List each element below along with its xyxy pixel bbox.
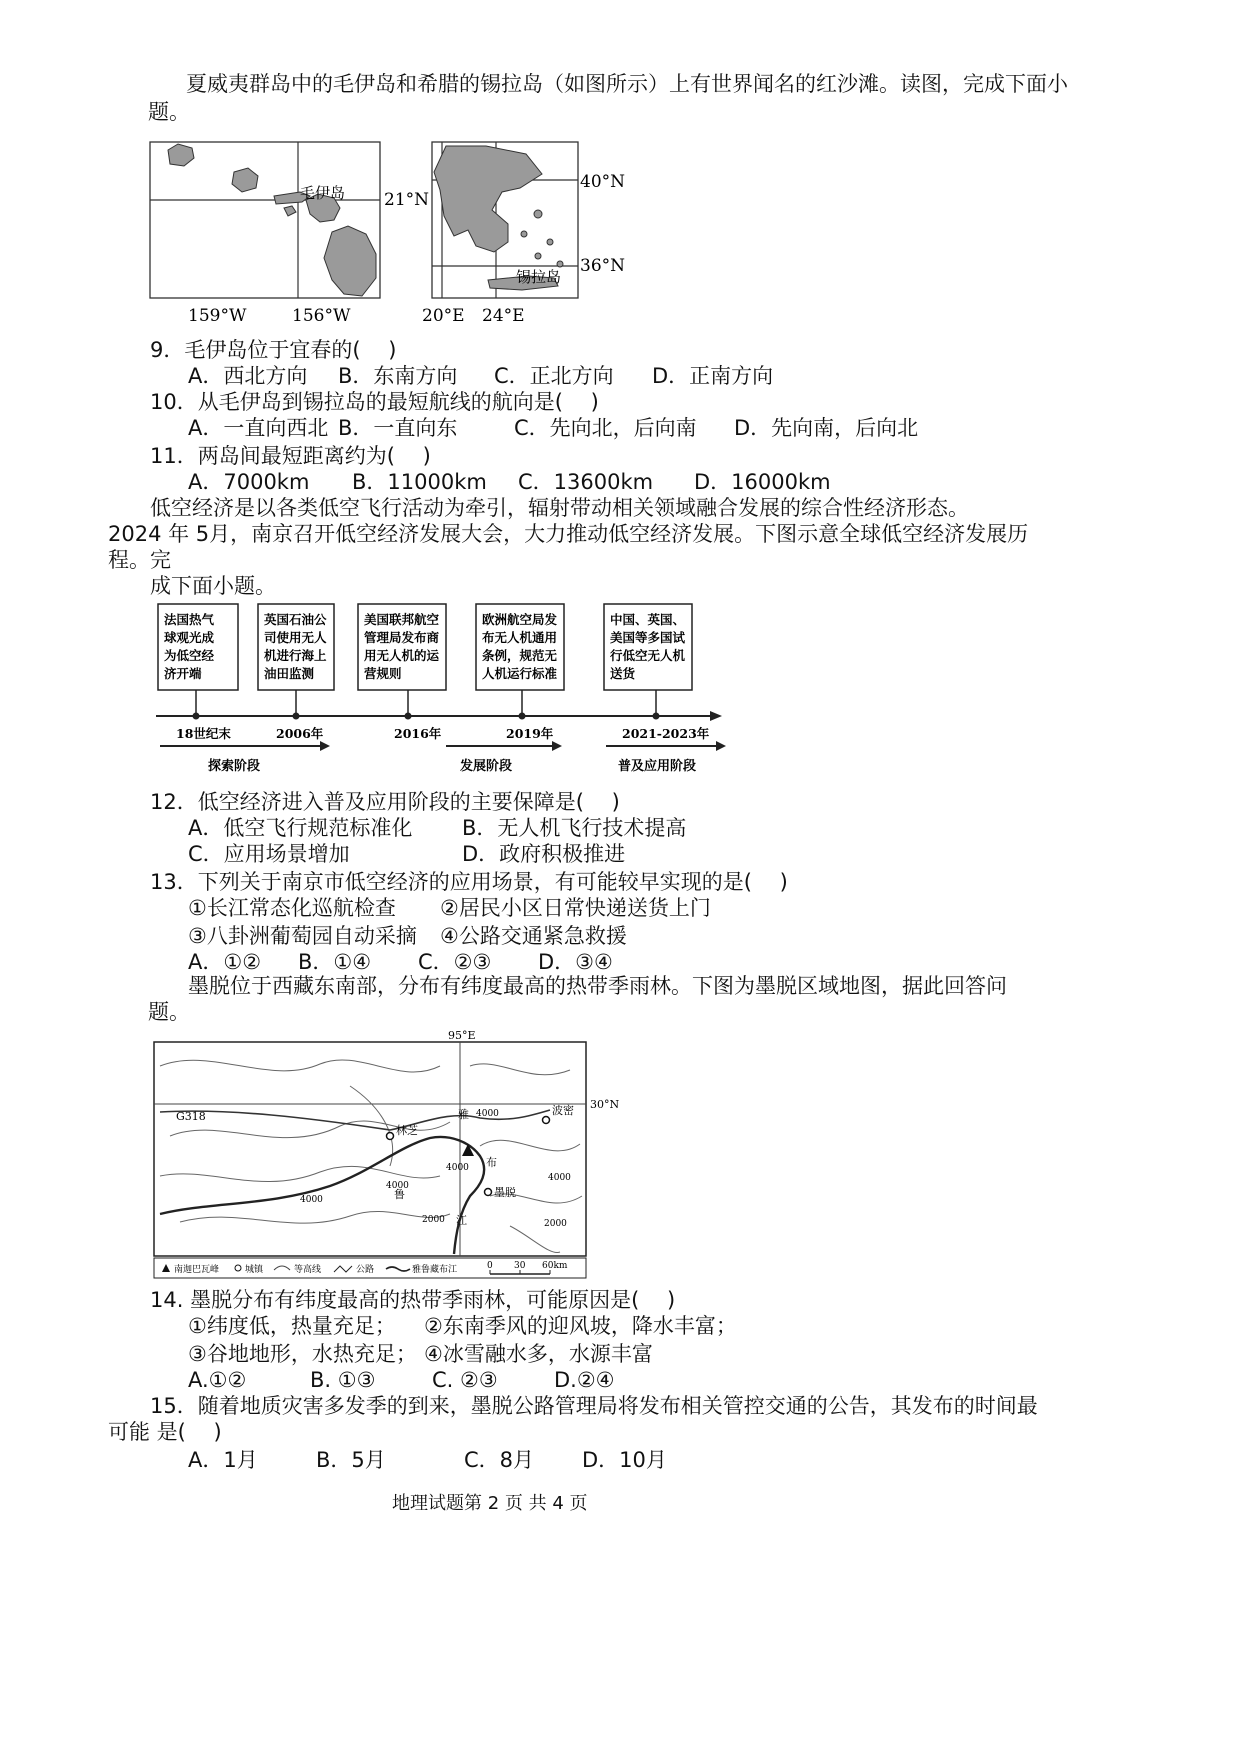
lon-159w-label: 159°W bbox=[188, 306, 247, 326]
q12-option-c[interactable]: C．应用场景增加 bbox=[188, 842, 350, 866]
lon-156w-label: 156°W bbox=[292, 306, 351, 326]
q15-options bbox=[188, 1446, 667, 1474]
q14-stem: 14. 墨脱分布有纬度最高的热带季雨林，可能原因是( ) bbox=[150, 1288, 676, 1312]
page-footer: 地理试题第 2 页 共 4 页 bbox=[392, 1493, 588, 1514]
timeline-stage-arrowhead bbox=[552, 741, 562, 751]
timeline-event-text: 球观光成 bbox=[164, 630, 215, 645]
q14-option-c[interactable]: C. ②③ bbox=[432, 1368, 498, 1392]
legend-road-label: 公路 bbox=[356, 1265, 375, 1275]
q11-options bbox=[188, 468, 831, 496]
kauai-island bbox=[168, 144, 194, 166]
q10-stem: 10．从毛伊岛到锡拉岛的最短航线的航向是( ) bbox=[150, 390, 599, 414]
scale-30: 30 bbox=[514, 1261, 526, 1271]
q14-option-a[interactable]: A.①② bbox=[188, 1368, 247, 1392]
timeline-event-text: 用无人机的运 bbox=[364, 648, 440, 663]
q13-stem: 13．下列关于南京市低空经济的应用场景，有可能较早实现的是( ) bbox=[150, 870, 788, 894]
timeline-stage-arrowhead bbox=[320, 741, 330, 751]
q13-option-d[interactable]: D．③④ bbox=[538, 950, 613, 974]
q14-statement-3: ③谷地地形，水热充足； bbox=[188, 1342, 417, 1366]
q12-options-row1 bbox=[188, 814, 686, 842]
contour-label: 4000 bbox=[548, 1173, 571, 1183]
q14-option-d[interactable]: D.②④ bbox=[554, 1368, 615, 1392]
nyingchi-label: 林芝 bbox=[396, 1124, 418, 1137]
q12-stem: 12．低空经济进入普及应用阶段的主要保障是( ) bbox=[150, 790, 620, 814]
q10-option-a[interactable]: A．一直向西北 bbox=[188, 416, 329, 440]
q15-option-c[interactable]: C．8月 bbox=[464, 1448, 535, 1472]
lat-30n-label: 30°N bbox=[590, 1098, 620, 1111]
maui-label: 毛伊岛 bbox=[300, 184, 346, 202]
q14-statement-1: ①纬度低，热量充足； bbox=[188, 1314, 396, 1338]
timeline-event-text: 中国、英国、 bbox=[610, 612, 686, 627]
timeline-event-text: 为低空经 bbox=[164, 648, 215, 663]
road-g318-label: G318 bbox=[176, 1110, 206, 1123]
legend-contour-label: 等高线 bbox=[294, 1265, 322, 1275]
oahu-island bbox=[232, 168, 258, 192]
timeline-date-label: 2006年 bbox=[276, 726, 324, 741]
timeline-event-text: 管理局发布商 bbox=[364, 630, 440, 645]
q14-statements-row2 bbox=[188, 1340, 653, 1368]
timeline-event-text: 济开端 bbox=[164, 666, 202, 681]
santorini-label: 锡拉岛 bbox=[516, 268, 562, 286]
timeline-event-text: 美国等多国试 bbox=[610, 630, 686, 645]
q13-option-b[interactable]: B．①④ bbox=[298, 950, 372, 974]
q12-option-d[interactable]: D．政府积极推进 bbox=[462, 842, 626, 866]
legend-town-icon bbox=[235, 1265, 241, 1271]
q10-option-b[interactable]: B．一直向东 bbox=[338, 416, 458, 440]
legend-peak-label: 南迦巴瓦峰 bbox=[174, 1265, 220, 1275]
intro3-line2: 题。 bbox=[148, 1000, 190, 1024]
q12-option-a[interactable]: A．低空飞行规范标准化 bbox=[188, 816, 413, 840]
timeline-event-text: 欧洲航空局发 bbox=[482, 612, 558, 627]
timeline-point bbox=[193, 713, 200, 720]
island-maps-figure bbox=[146, 138, 646, 328]
q14-statement-2: ②东南季风的迎风坡，降水丰富； bbox=[424, 1314, 737, 1338]
lon-95e-label: 95°E bbox=[448, 1029, 476, 1042]
q15-option-a[interactable]: A．1月 bbox=[188, 1448, 258, 1472]
q13-statement-1: ①长江常态化巡航检查 bbox=[188, 896, 396, 920]
timeline-event-text: 司使用无人 bbox=[264, 630, 327, 645]
timeline-date-label: 2021-2023年 bbox=[622, 726, 710, 741]
timeline-stage-label: 探索阶段 bbox=[208, 759, 261, 774]
q13-statement-4: ④公路交通紧急救援 bbox=[440, 924, 627, 948]
lon-24e-label: 24°E bbox=[482, 306, 525, 326]
q11-option-c[interactable]: C．13600km bbox=[518, 470, 654, 494]
timeline-point bbox=[653, 713, 660, 720]
timeline-point bbox=[405, 713, 412, 720]
q12-options-row2 bbox=[188, 840, 625, 868]
river-char-ya: 雅 bbox=[458, 1108, 469, 1121]
intro1-line1: 夏威夷群岛中的毛伊岛和希腊的锡拉岛（如图所示）上有世界闻名的红沙滩。读图，完成下面小 bbox=[186, 72, 1068, 96]
q9-option-b[interactable]: B．东南方向 bbox=[338, 364, 458, 388]
timeline-event-text: 布无人机通用 bbox=[482, 630, 558, 645]
legend-river-label: 雅鲁藏布江 bbox=[412, 1265, 458, 1275]
q14-statements-row1 bbox=[188, 1312, 737, 1340]
q13-statements-row1 bbox=[188, 894, 711, 922]
q10-options bbox=[188, 414, 918, 442]
q9-option-d[interactable]: D．正南方向 bbox=[652, 364, 774, 388]
timeline-event-text: 人机运行标准 bbox=[482, 666, 558, 681]
q12-option-b[interactable]: B．无人机飞行技术提高 bbox=[462, 816, 687, 840]
intro2-line1: 低空经济是以各类低空飞行活动为牵引，辐射带动相关领域融合发展的综合性经济形态。 bbox=[150, 496, 969, 520]
q11-option-d[interactable]: D．16000km bbox=[694, 470, 831, 494]
scale-60km: 60km bbox=[542, 1261, 568, 1271]
q9-options bbox=[188, 362, 773, 390]
medog-town-icon bbox=[485, 1189, 492, 1196]
low-altitude-economy-timeline bbox=[146, 598, 736, 782]
intro1-line2: 题。 bbox=[148, 100, 190, 124]
timeline-point bbox=[519, 713, 526, 720]
q13-statements-row2 bbox=[188, 922, 627, 950]
contour-label: 4000 bbox=[476, 1109, 499, 1119]
timeline-event-text: 美国联邦航空 bbox=[364, 612, 440, 627]
timeline-stage-label: 发展阶段 bbox=[460, 759, 513, 774]
q11-stem: 11．两岛间最短距离约为( ) bbox=[150, 444, 431, 468]
timeline-event-text: 行低空无人机 bbox=[610, 648, 686, 663]
q15-option-d[interactable]: D．10月 bbox=[582, 1448, 667, 1472]
q13-option-a[interactable]: A．①② bbox=[188, 950, 262, 974]
q14-option-b[interactable]: B. ①③ bbox=[310, 1368, 376, 1392]
scale-0: 0 bbox=[487, 1261, 493, 1271]
timeline-stage-label: 普及应用阶段 bbox=[618, 759, 697, 774]
q14-options bbox=[188, 1366, 615, 1394]
timeline-event-text: 机进行海上 bbox=[264, 648, 327, 663]
medog-region-map bbox=[150, 1026, 620, 1284]
q10-option-d[interactable]: D．先向南，后向北 bbox=[734, 416, 919, 440]
timeline-date-label: 2016年 bbox=[394, 726, 442, 741]
nyingchi-town-icon bbox=[387, 1133, 394, 1140]
timeline-point bbox=[293, 713, 300, 720]
medog-map-frame bbox=[154, 1042, 586, 1256]
lanai-island bbox=[284, 206, 296, 216]
lat-21n-label: 21°N bbox=[384, 190, 430, 210]
lat-40n-label: 40°N bbox=[580, 172, 626, 192]
contour-label: 2000 bbox=[544, 1219, 567, 1229]
contour-label: 4000 bbox=[446, 1163, 469, 1173]
bomi-label: 波密 bbox=[552, 1104, 574, 1117]
q10-option-c[interactable]: C．先向北，后向南 bbox=[514, 416, 697, 440]
timeline-event-text: 法国热气 bbox=[164, 612, 215, 627]
q9-stem: 9．毛伊岛位于宜春的( ) bbox=[150, 338, 397, 362]
q9-option-c[interactable]: C．正北方向 bbox=[494, 364, 614, 388]
q11-option-a[interactable]: A．7000km bbox=[188, 470, 310, 494]
timeline-event-text: 英国石油公 bbox=[264, 612, 327, 627]
contour-label: 2000 bbox=[422, 1215, 445, 1225]
timeline-stage-arrowhead bbox=[716, 741, 726, 751]
intro2-line3: 程。完 bbox=[108, 548, 171, 572]
timeline-date-label: 2019年 bbox=[506, 726, 554, 741]
intro2-line2: 2024 年 5月，南京召开低空经济发展大会，大力推动低空经济发展。下图示意全球低空经济发展历 bbox=[108, 522, 1029, 546]
intro2-line4: 成下面小题。 bbox=[150, 574, 276, 598]
contour-label: 4000 bbox=[386, 1181, 409, 1191]
q13-statement-2: ②居民小区日常快递送货上门 bbox=[440, 896, 711, 920]
lat-36n-label: 36°N bbox=[580, 256, 626, 276]
contour-label: 4000 bbox=[300, 1195, 323, 1205]
q15-line1: 15．随着地质灾害多发季的到来，墨脱公路管理局将发布相关管控交通的公告，其发布的时间最 bbox=[150, 1394, 1038, 1418]
timeline-event-text: 油田监测 bbox=[264, 666, 315, 681]
q13-option-c[interactable]: C．②③ bbox=[418, 950, 492, 974]
medog-label: 墨脱 bbox=[494, 1186, 516, 1199]
bomi-town-icon bbox=[543, 1117, 550, 1124]
q13-statement-3: ③八卦洲葡萄园自动采摘 bbox=[188, 924, 417, 948]
river-char-jiang: 江 bbox=[456, 1214, 467, 1227]
lon-20e-label: 20°E bbox=[422, 306, 465, 326]
hawaii-big-island bbox=[324, 226, 376, 296]
q15-line2: 可能 是( ) bbox=[108, 1420, 222, 1444]
q14-statement-4: ④冰雪融水多，水源丰富 bbox=[424, 1342, 653, 1366]
q15-option-b[interactable]: B．5月 bbox=[316, 1448, 386, 1472]
river-char-lu: 鲁 bbox=[394, 1188, 405, 1201]
timeline-axis-arrowhead bbox=[710, 711, 722, 721]
q9-option-a[interactable]: A．西北方向 bbox=[188, 364, 308, 388]
timeline-event-text: 条例，规范无 bbox=[482, 648, 558, 663]
timeline-event-text: 营规则 bbox=[364, 666, 402, 681]
timeline-date-label: 18世纪末 bbox=[176, 726, 231, 741]
legend-town-label: 城镇 bbox=[245, 1265, 264, 1275]
river-char-bu: 布 bbox=[486, 1156, 497, 1169]
intro3-line1: 墨脱位于西藏东南部，分布有纬度最高的热带季雨林。下图为墨脱区域地图，据此回答问 bbox=[188, 974, 1007, 998]
q11-option-b[interactable]: B．11000km bbox=[352, 470, 487, 494]
timeline-event-text: 送货 bbox=[610, 666, 636, 681]
